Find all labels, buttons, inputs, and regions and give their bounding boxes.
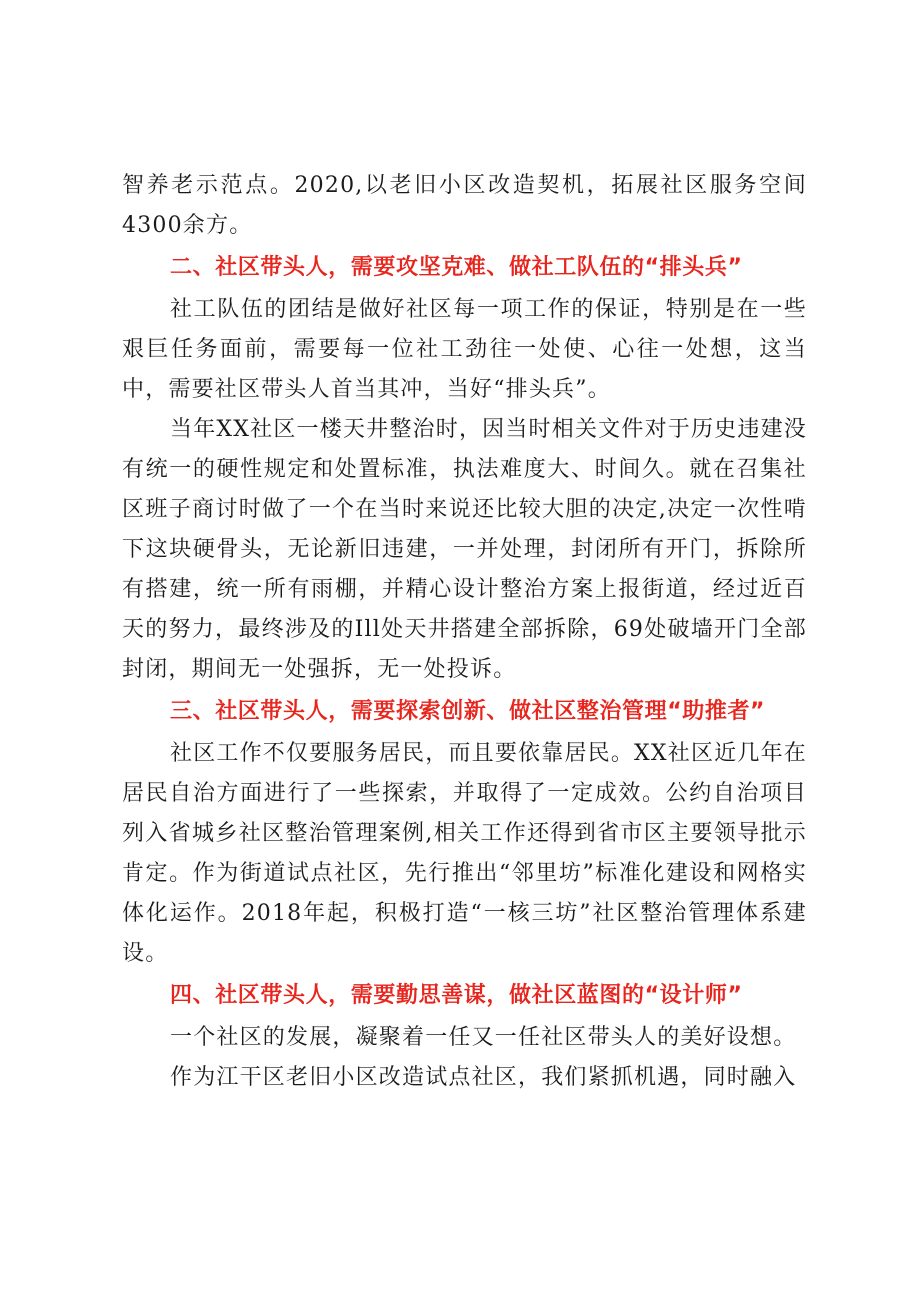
section-heading-2: 二、社区带头人，需要攻坚克难、做社工队伍的“排头兵” [170,255,743,280]
paragraph-team-unity: 社工队伍的团结是做好社区每一项工作的保证，特别是在一些艰巨任务面前，需要每一位社工劲往一处使、心往一处想，这当中，需要社区带头人首当其冲，当好“排头兵”。 [122,297,807,402]
section-heading-4: 四、社区带头人，需要勤思善谋，做社区蓝图的“设计师” [170,983,743,1008]
paragraph-resident-autonomy: 社区工作不仅要服务居民，而且要依靠居民。XX社区近几年在居民自治方面进行了一些探索，并取得了一定成效。公约自治项目列入省城乡社区整治管理案例,相关工作还得到省市区主要领导批示肯定。作为街道试点社区，先行推出“邻里坊”标准化建设和网格实体化运作。2018年起，积极打造“一核三坊”社区整治管理体系建设。 [122,741,807,966]
paragraph-pilot-community: 作为江干区老旧小区改造试点社区，我们紧抓机遇，同时融入 [170,1065,797,1090]
paragraph-community-vision: 一个社区的发展，凝聚着一任又一任社区带头人的美好设想。 [170,1025,797,1050]
paragraph-intro-continued: 智养老示范点。2020,以老旧小区改造契机，拓展社区服务空间4300余方。 [122,173,807,238]
paragraph-courtyard-renovation: 当年XX社区一楼天井整治时，因当时相关文件对于历史违建没有统一的硬性规定和处置标准，执法难度大、时间久。就在召集社区班子商讨时做了一个在当时来说还比较大胆的决定,决定一次性啃下这块硬骨头，无论新旧违建，一并处理，封闭所有开门，拆除所有搭建，统一所有雨棚，并精心设计整治方案上报街道，经过近百天的努力，最终涉及的Ill处天井搭建全部拆除，69处破墙开门全部封闭，期间无一处强拆，无一处投诉。 [122,417,807,682]
section-heading-3: 三、社区带头人，需要探索创新、做社区整治管理“助推者” [170,699,766,724]
document-body [122,166,807,1098]
